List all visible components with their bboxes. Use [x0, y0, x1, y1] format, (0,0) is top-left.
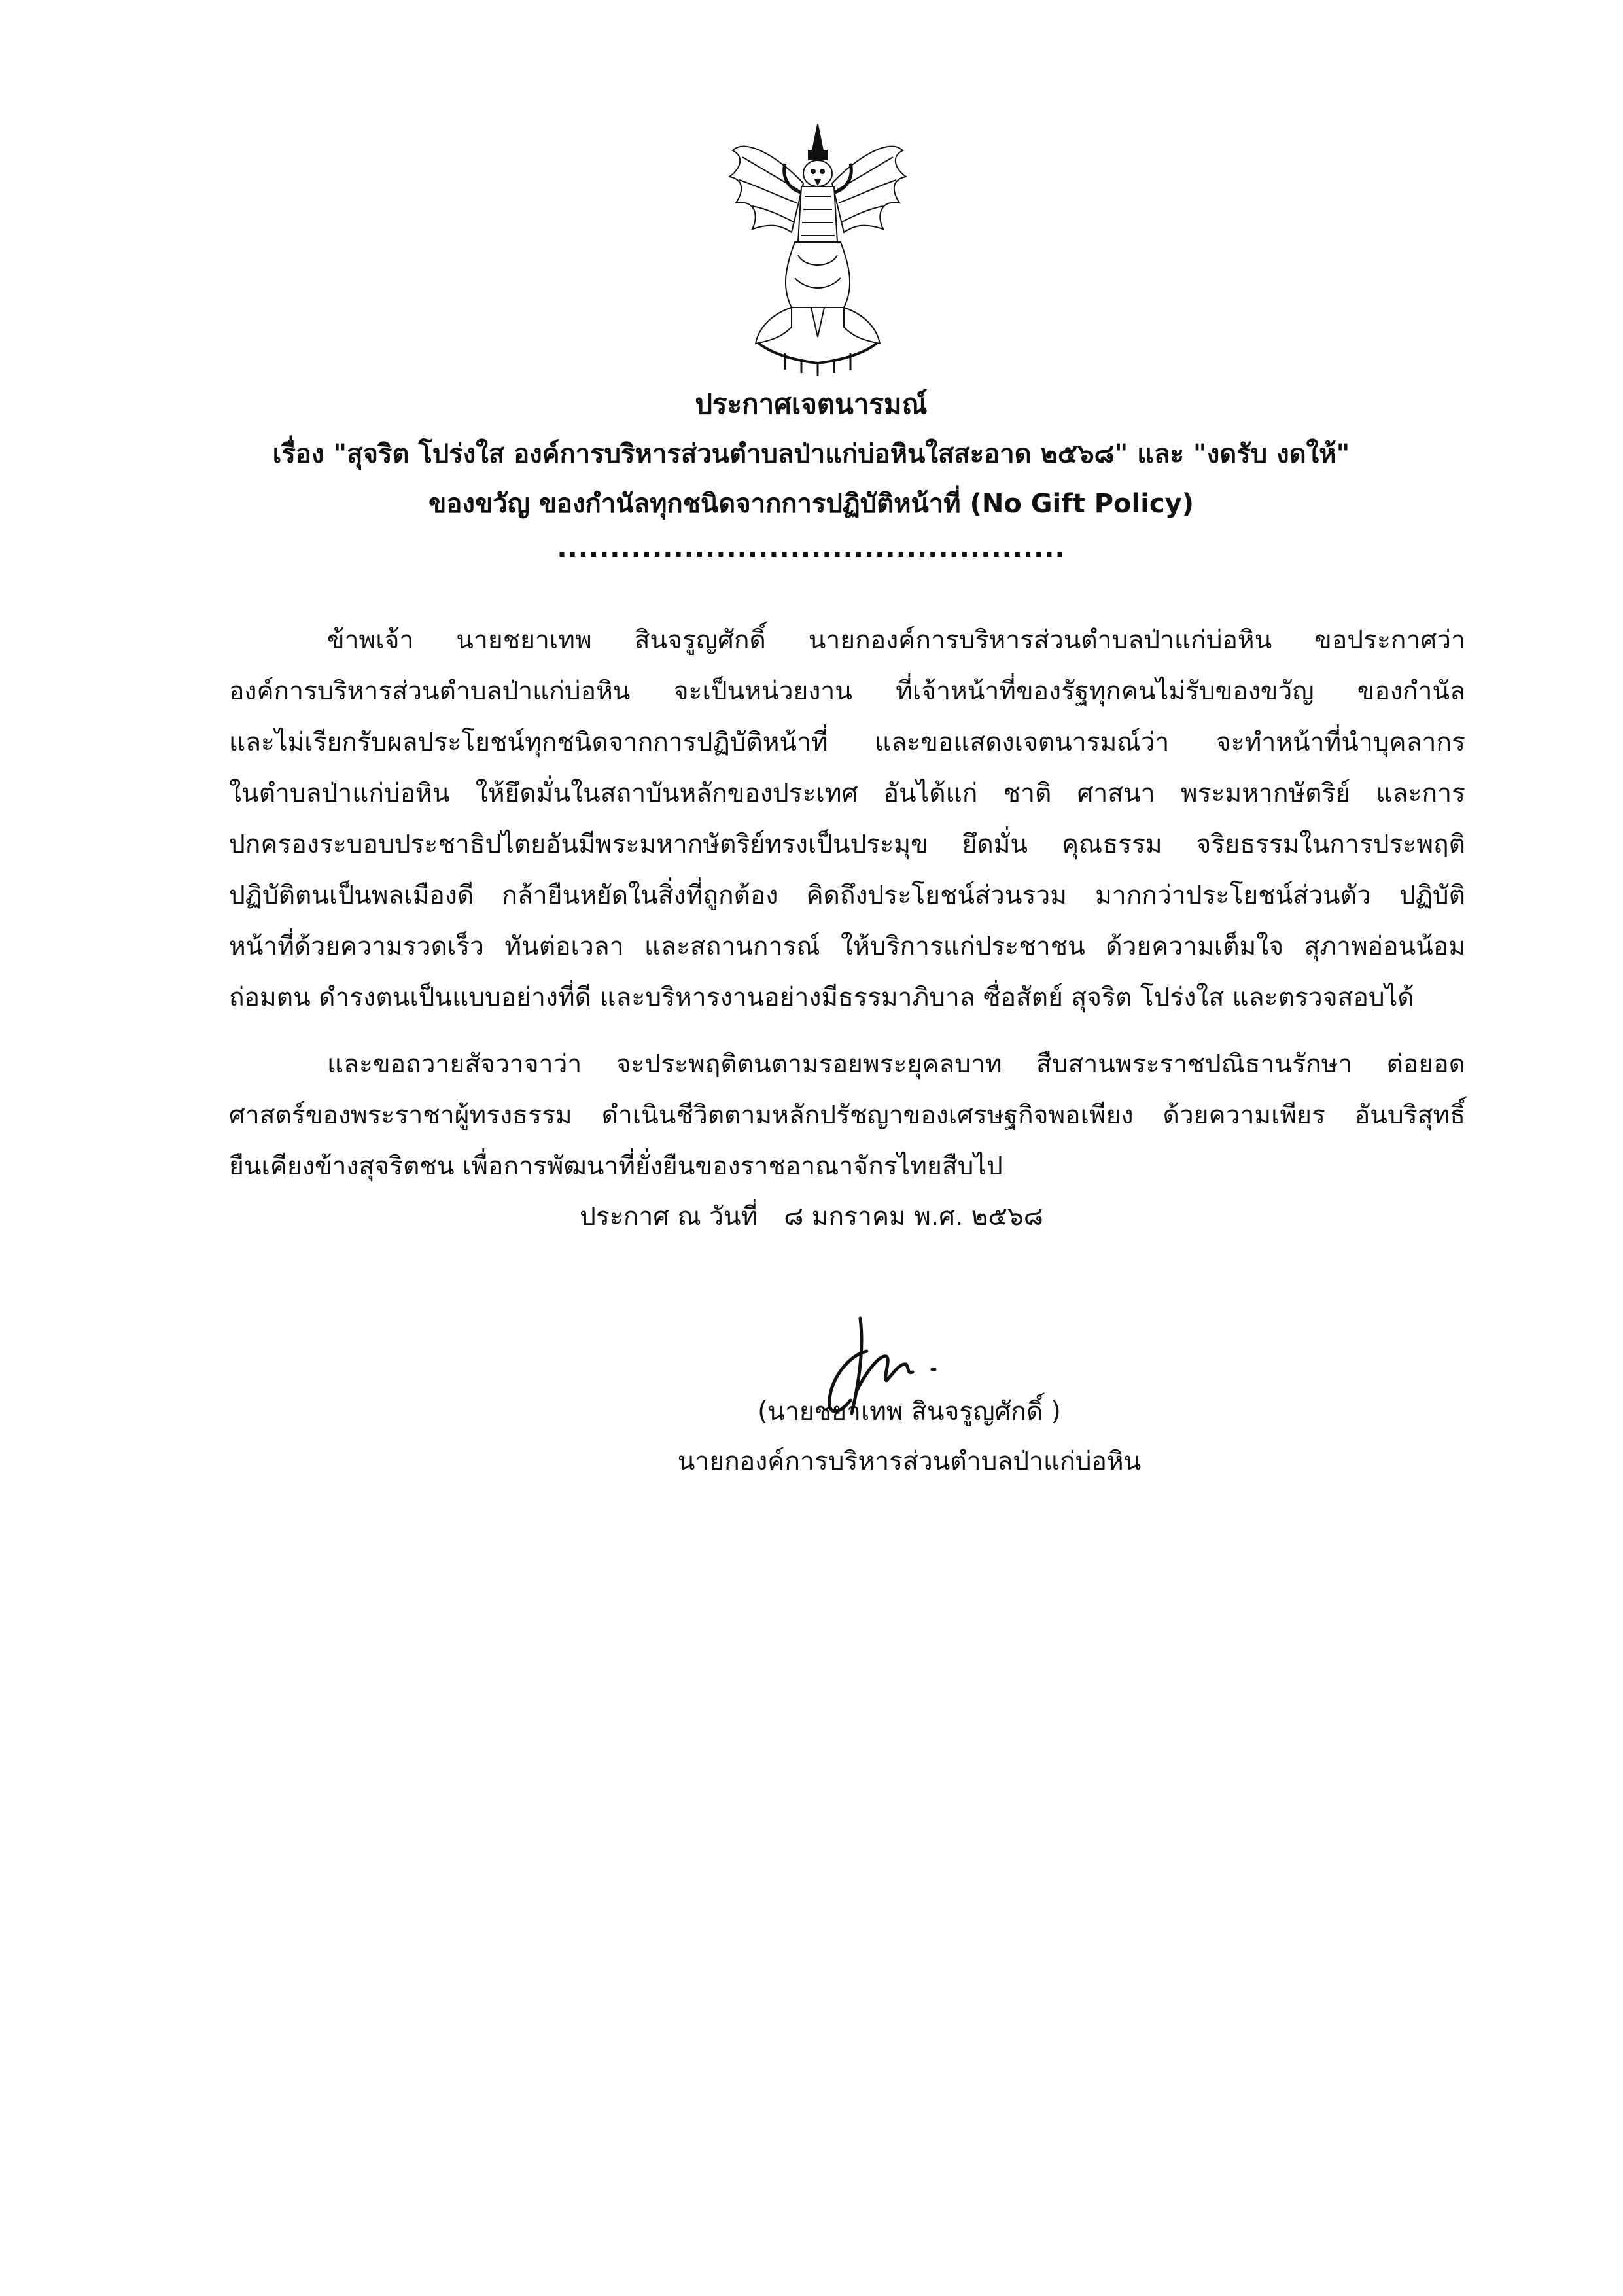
body-line: ศาสตร์ของพระราชาผู้ทรงธรรม ดำเนินชีวิตตามหลักปรัชญาของเศรษฐกิจพอเพียง ด้วยความเพียร อันบริสุทธิ์: [229, 1101, 1465, 1130]
subject-line-1: เรื่อง "สุจริต โปร่งใส องค์การบริหารส่วนตำบลป่าแก่บ่อหินใสสะอาด ๒๕๖๘" และ "งดรับ งดให้": [272, 439, 1350, 469]
body-line: ข้าพเจ้า นายชยาเทพ สินจรูญศักดิ์ นายกองค์การบริหารส่วนตำบลป่าแก่บ่อหิน ขอประกาศว่า: [327, 626, 1465, 655]
announcement-body: [229, 615, 1465, 1192]
paragraph-1: [229, 615, 1465, 1023]
separator-dots: ................................................: [557, 533, 1066, 563]
date-value: ๘ มกราคม พ.ศ. ๒๕๖๘: [784, 1202, 1043, 1231]
body-line: ถ่อมตน ดำรงตนเป็นแบบอย่างที่ดี และบริหารงานอย่างมีธรรมาภิบาล ซื่อสัตย์ สุจริต โปร่งใส และตรวจสอบได้: [229, 983, 1414, 1012]
body-line: หน้าที่ด้วยความรวดเร็ว ทันต่อเวลา และสถานการณ์ ให้บริการแก่ประชาชน ด้วยความเต็มใจ สุภาพอ่อนน้อม: [229, 932, 1465, 961]
announcement-date: [0, 1197, 1623, 1237]
garuda-emblem-icon: [720, 111, 916, 386]
subject-line-2: ของขวัญ ของกำนัลทุกชนิดจากการปฏิบัติหน้าที่ (No Gift Policy): [428, 489, 1194, 519]
body-line: และไม่เรียกรับผลประโยชน์ทุกชนิดจากการปฏิบัติหน้าที่ และขอแสดงเจตนารมณ์ว่า จะทำหน้าที่นำบุคลากร: [229, 728, 1465, 757]
date-prefix: ประกาศ ณ วันที่: [580, 1202, 758, 1231]
signer-name: (นายชยาเทพ สินจรูญศักดิ์ ): [758, 1397, 1061, 1426]
body-line: และขอถวายสัจวาจาว่า จะประพฤติตนตามรอยพระยุคลบาท สืบสานพระราชปณิธานรักษา ต่อยอด: [327, 1050, 1465, 1079]
signer-position: นายกองค์การบริหารส่วนตำบลป่าแก่บ่อหิน: [677, 1447, 1142, 1476]
body-line: ปกครองระบอบประชาธิปไตยอันมีพระมหากษัตริย์ทรงเป็นประมุข ยึดมั่น คุณธรรม จริยธรรมในการประพฤติ: [229, 830, 1465, 859]
body-line: ปฏิบัติตนเป็นพลเมืองดี กล้ายืนหยัดในสิ่งที่ถูกต้อง คิดถึงประโยชน์ส่วนรวม มากกว่าประโยชน์ส่วนตัว ปฏิบัติ: [229, 881, 1465, 910]
body-line: ในตำบลป่าแก่บ่อหิน ให้ยึดมั่นในสถาบันหลักของประเทศ อันได้แก่ ชาติ ศาสนา พระมหากษัตริย์ และการ: [229, 779, 1465, 808]
body-line: ยืนเคียงข้างสุจริตชน เพื่อการพัฒนาที่ยั่งยืนของราชอาณาจักรไทยสืบไป: [229, 1152, 1003, 1181]
paragraph-gap: [229, 1023, 1465, 1039]
announcement-header: [196, 380, 1426, 568]
body-line: องค์การบริหารส่วนตำบลป่าแก่บ่อหิน จะเป็นหน่วยงาน ที่เจ้าหน้าที่ของรัฐทุกคนไม่รับของขวัญ ของกำนัล: [229, 677, 1465, 706]
paragraph-2: [229, 1039, 1465, 1192]
page-title: ประกาศเจตนารมณ์: [695, 388, 928, 420]
signer-block: [563, 1387, 1256, 1487]
